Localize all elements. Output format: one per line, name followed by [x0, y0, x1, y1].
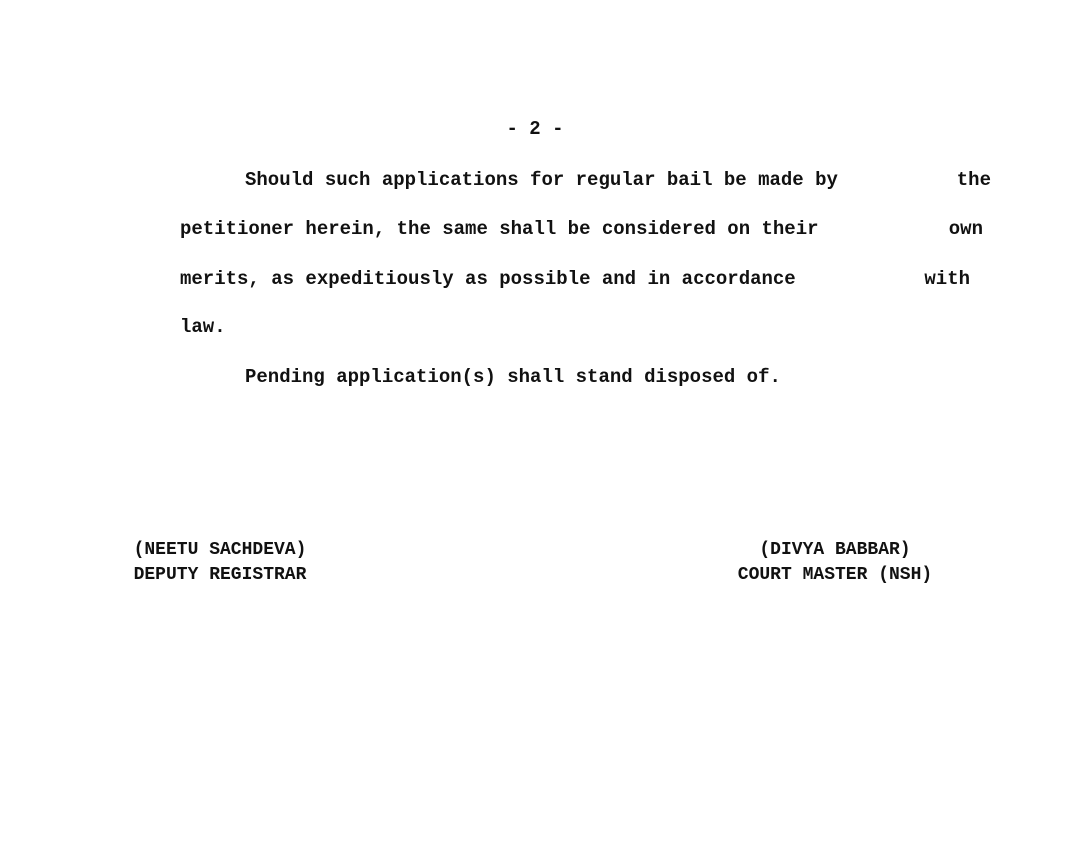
paragraph-1-line-1: [245, 168, 991, 192]
line-text: petitioner herein, the same shall be considered on their: [180, 218, 819, 240]
paragraph-2: Pending application(s) shall stand disposed of.: [245, 366, 781, 388]
signatory-name: (DIVYA BABBAR): [759, 540, 911, 560]
signature-block-right: [700, 538, 970, 588]
signatory-title: COURT MASTER (NSH): [737, 565, 933, 585]
paragraph-1-line-3: [180, 267, 970, 291]
signature-block-left: [100, 538, 340, 588]
line-text-end: own: [948, 218, 983, 240]
paragraph-1-line-4: law.: [180, 316, 226, 338]
line-text: merits, as expeditiously as possible and in accordance: [180, 268, 796, 290]
line-text-end: with: [924, 268, 970, 290]
line-text-end: the: [956, 169, 991, 191]
page-number: - 2 -: [506, 118, 564, 140]
signatory-title: DEPUTY REGISTRAR: [133, 565, 307, 585]
line-text: Should such applications for regular bail be made by: [245, 169, 838, 191]
paragraph-1-line-2: [180, 217, 983, 241]
signatory-name: (NEETU SACHDEVA): [133, 540, 307, 560]
